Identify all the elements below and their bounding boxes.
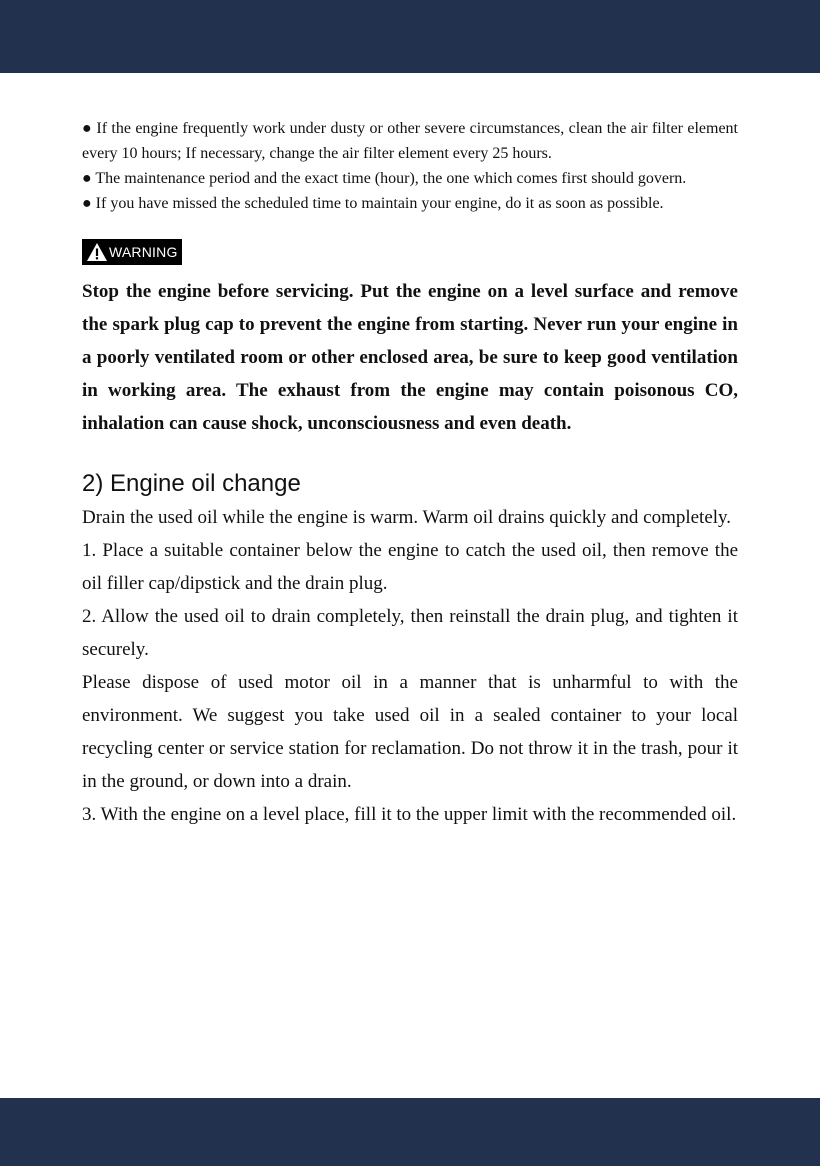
- paragraph-drain-warm: Drain the used oil while the engine is warm. Warm oil drains quickly and completely.: [82, 507, 732, 528]
- note-dusty-conditions: ● If the engine frequently work under dusty or other severe circumstances, clean the air filter element every 10 hours; If necessary, change the air filter element every 25 hours.: [82, 120, 738, 162]
- section-title: 2) Engine oil change: [82, 470, 301, 497]
- step-1-place-container: 1. Place a suitable container below the engine to catch the used oil, then remove the oil filler cap/dipstick and the drain plug.: [82, 540, 738, 594]
- step-2-drain-completely: 2. Allow the used oil to drain completely, then reinstall the drain plug, and tighten it securely.: [82, 606, 738, 660]
- warning-triangle-icon: [86, 242, 108, 262]
- footer-band: [0, 1098, 820, 1166]
- note-missed-schedule: ● If you have missed the scheduled time to maintain your engine, do it as soon as possible.: [82, 195, 664, 212]
- warning-text: Stop the engine before servicing. Put the engine on a level surface and remove the spark plug cap to prevent the engine from starting. Never run your engine in a poorly ventilated room or other enclosed area, be sure to keep good ventilation in working area. The exhaust from the engine may contain poisonous CO, inhalation can cause shock, unconsciousness and even death.: [82, 281, 738, 434]
- section-body: [82, 501, 738, 831]
- warning-label: WARNING: [109, 244, 178, 260]
- page-content: [82, 116, 738, 831]
- header-band: [0, 0, 820, 73]
- warning-badge: [82, 239, 182, 265]
- step-3-fill-oil: 3. With the engine on a level place, fill it to the upper limit with the recommended oil.: [82, 804, 737, 825]
- maintenance-notes: [82, 116, 738, 216]
- note-maintenance-period: ● The maintenance period and the exact time (hour), the one which comes first should govern.: [82, 170, 687, 187]
- paragraph-dispose-oil: Please dispose of used motor oil in a manner that is unharmful to with the environment. We suggest you take used oil in a sealed container to your local recycling center or service station for reclamation. Do not throw it in the trash, pour it in the ground, or down into a drain.: [82, 672, 738, 792]
